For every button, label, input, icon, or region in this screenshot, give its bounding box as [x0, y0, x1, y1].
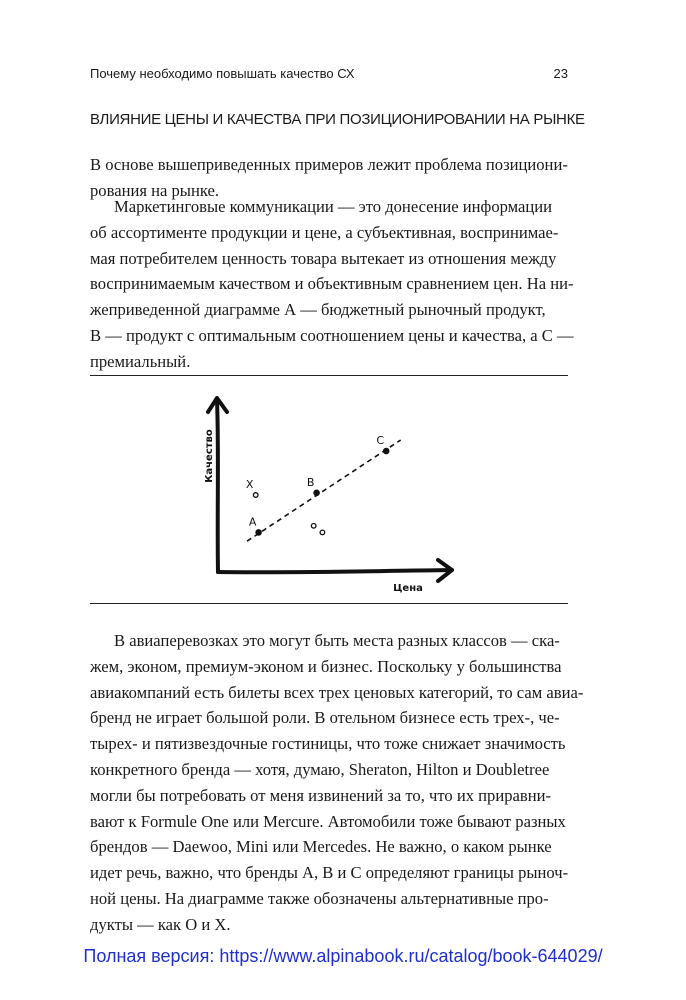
- point-label: X: [245, 478, 254, 491]
- point-label: B: [306, 475, 315, 489]
- x-axis-label: Цена: [393, 583, 423, 594]
- y-axis: [217, 400, 218, 572]
- data-point: [255, 529, 262, 536]
- y-axis-label: Качество: [204, 429, 215, 483]
- text-line: ной цены. На диаграмме также обозначены альтернативные про-: [90, 888, 549, 908]
- paragraph-2: [90, 194, 574, 375]
- data-point: [383, 448, 390, 455]
- figure-top-rule: [90, 375, 568, 376]
- point-label: A: [248, 515, 257, 529]
- text-line: В основе вышеприведенных примеров лежит проблема позициони-: [90, 155, 568, 174]
- page-number: 23: [553, 66, 568, 81]
- data-point-open: [311, 524, 316, 529]
- text-line: авиакомпаний есть билеты всех трех ценовых категорий, то сам авиа-: [90, 682, 584, 702]
- figure-bottom-rule: [90, 603, 568, 604]
- text-line: рования на рынке.: [90, 180, 219, 200]
- price-quality-chart: [190, 388, 470, 598]
- text-line: В — продукт с оптимальным соотношением цены и качества, а С —: [90, 325, 574, 345]
- text-line: могли бы потребовать от меня извинений за то, что их приравни-: [90, 785, 552, 805]
- section-title: ВЛИЯНИЕ ЦЕНЫ И КАЧЕСТВА ПРИ ПОЗИЦИОНИРОВАНИИ НА РЫНКЕ: [90, 111, 585, 128]
- running-head: [90, 66, 568, 81]
- running-title: Почему необходимо повышать качество СХ: [90, 66, 355, 81]
- text-line: конкретного бренда — хотя, думаю, Sheraton, Hilton и Doubletree: [90, 759, 550, 779]
- text-line: воспринимаемым качеством и объективным сравнением цен. На ни-: [90, 274, 574, 294]
- text-line: жеприведенной диаграмме А — бюджетный рыночный продукт,: [90, 300, 546, 320]
- full-version-link[interactable]: Полная версия: https://www.alpinabook.ru/catalog/book-644029/: [83, 946, 603, 966]
- trend-line: [247, 440, 401, 541]
- text-line: мая потребителем ценность товара вытекает из отношения между: [90, 248, 557, 268]
- text-line: бренд не играет большой роли. В отельном бизнесе есть трех-, че-: [90, 708, 560, 728]
- text-line: идет речь, важно, что бренды А, В и С определяют границы рыноч-: [90, 863, 569, 883]
- text-line: тырех- и пятизвездочные гостиницы, что тоже снижает значимость: [90, 734, 566, 754]
- x-axis: [218, 570, 452, 572]
- point-label: C: [376, 434, 385, 447]
- data-point-open: [320, 530, 325, 535]
- text-line: премиальный.: [90, 351, 191, 371]
- text-line: вают к Formule One или Mercure. Автомобили тоже бывают разных: [90, 811, 566, 831]
- paragraph-3: [90, 628, 584, 938]
- text-line: В авиаперевозках это могут быть места разных классов — ска-: [114, 631, 560, 650]
- text-line: жем, эконом, премиум-эконом и бизнес. Поскольку у большинства: [90, 656, 562, 676]
- data-point-open: [253, 493, 258, 498]
- text-line: об ассортименте продукции и цене, а субъективная, воспринимае-: [90, 222, 559, 242]
- text-line: дукты — как О и Х.: [90, 914, 231, 934]
- text-line: Маркетинговые коммуникации — это донесение информации: [114, 197, 553, 216]
- data-point: [313, 490, 320, 497]
- text-line: брендов — Daewoo, Mini или Mercedes. Не важно, о каком рынке: [90, 837, 552, 857]
